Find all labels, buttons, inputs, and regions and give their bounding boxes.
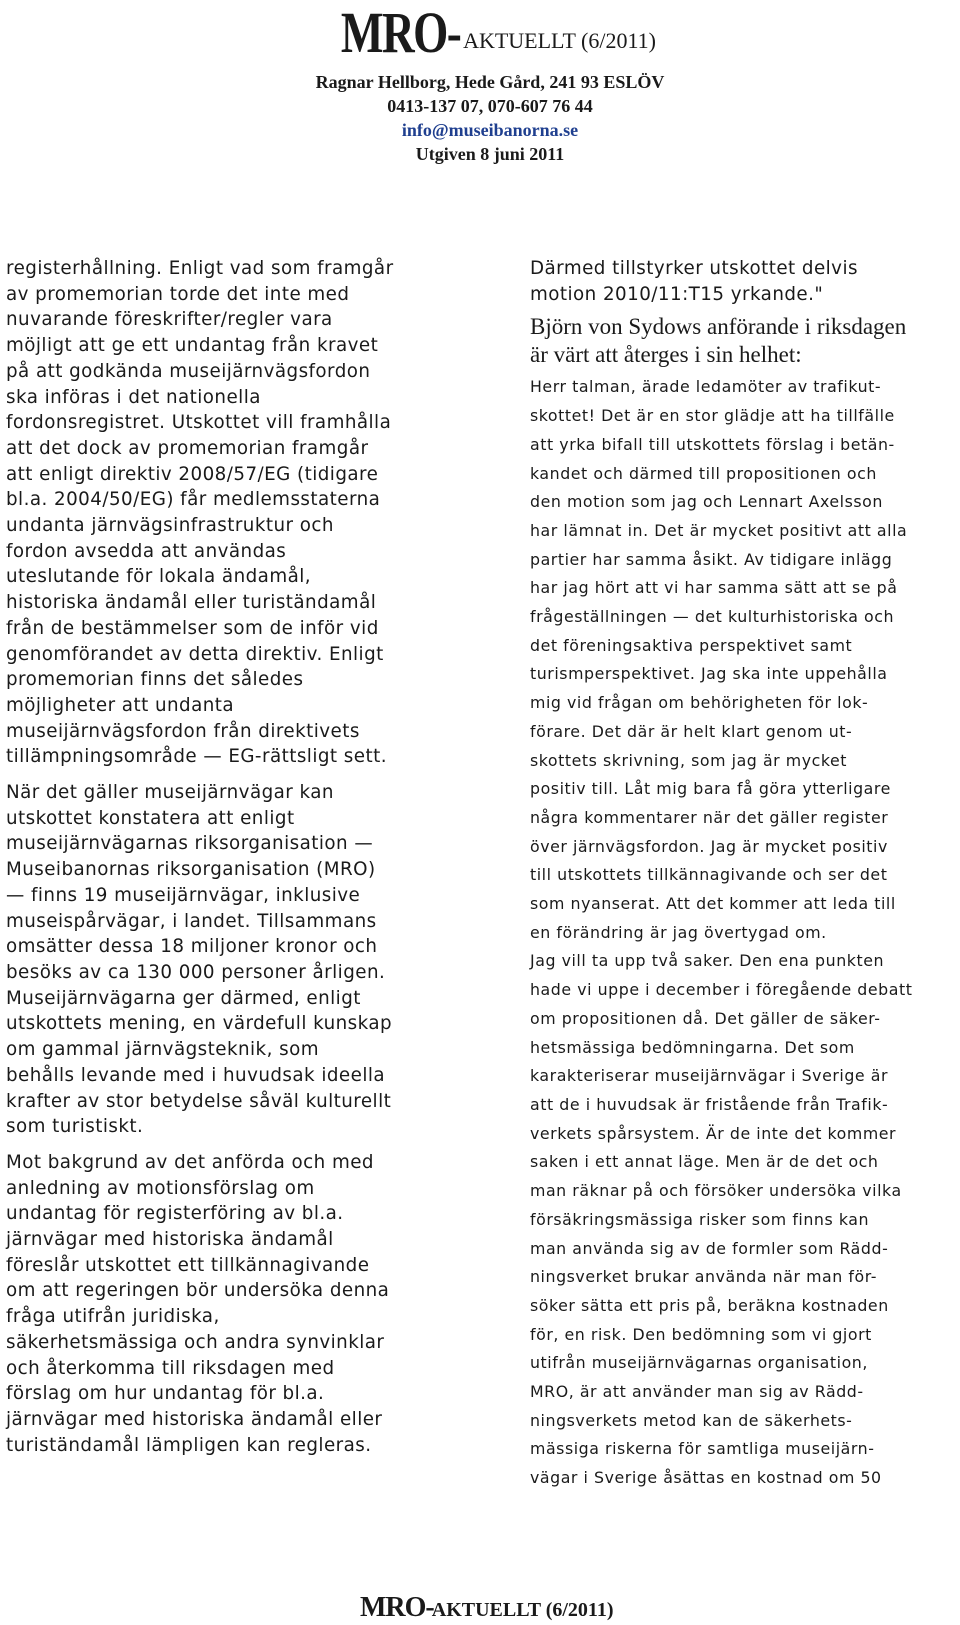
text-line: om gammal järnvägsteknik, som [6,1039,319,1061]
text-line: saken i ett annat läge. Men är de det och [530,1152,879,1172]
text-line: att yrka bifall till utskottets förslag i betän- [530,434,895,454]
text-line: om att regeringen bör undersöka denna [6,1280,390,1302]
text-line: bl.a. 2004/50/EG) får medlemsstaterna [6,489,381,511]
text-line: Herr talman, ärade ledamöter av trafikut- [530,377,882,397]
text-line: järnvägar med historiska ändamål eller [6,1408,383,1430]
text-line: man räknar på och försöker undersöka vilka [530,1181,902,1201]
text-line: krafter av stor betydelse såväl kulturellt [6,1090,392,1112]
text-line: utskottet konstatera att enligt [6,807,295,829]
masthead-issue: AKTUELLT (6/2011) [463,28,656,53]
text-line: partier har samma åsikt. Av tidigare inlägg [530,549,893,569]
text-line: hade vi uppe i december i föregående debatt [530,980,913,1000]
masthead [290,0,690,166]
text-line: positiv till. Låt mig bara få göra ytterligare [530,779,891,799]
masthead-email-link[interactable]: info@museibanorna.se [401,120,579,140]
text-line: fordon avsedda att användas [6,540,287,562]
masthead-brand: MRO- [340,0,461,65]
text-line: fordonsregistret. Utskottet vill framhålla [6,412,392,434]
text-line: tillämpningsområde — EG-rättsligt sett. [6,746,387,768]
footer-issue: AKTUELLT (6/2011) [431,1599,614,1621]
text-line: järnvägar med historiska ändamål [6,1229,334,1251]
text-line: att det dock av promemorian framgår [6,437,369,459]
text-line: anledning av motionsförslag om [6,1177,315,1199]
masthead-title [290,0,690,65]
text-line: förare. Det där är helt klart genom ut- [530,721,853,741]
text-line: av promemorian torde det inte med [6,283,350,305]
text-line: vägar i Sverige åsättas en kostnad om 50 [530,1468,882,1488]
speech-heading [530,313,960,369]
text-line: MRO, är att använder man sig av Rädd- [530,1382,864,1402]
text-line: Museibanornas riksorganisation (MRO) [6,859,376,881]
text-line: och återkomma till riksdagen med [6,1357,335,1379]
text-line: en förändring är jag övertygad om. [530,922,827,942]
text-line: nuvarande föreskrifter/regler vara [6,309,333,331]
text-line: frågeställningen — det kulturhistoriska och [530,607,895,627]
text-line: promemorian finns det således [6,669,304,691]
text-line: verkets spårsystem. Är de inte det kommer [530,1123,897,1143]
text-line: som nyanserat. Att det kommer att leda till [530,894,896,914]
masthead-issued-date: Utgiven 8 juni 2011 [415,144,565,164]
text-line: över järnvägsfordon. Jag är mycket positiv [530,836,888,856]
text-line: skottets skrivning, som jag är mycket [530,750,848,770]
text-line: museispårvägar, i landet. Tillsammans [6,910,377,932]
text-line: som turistiskt. [6,1116,144,1138]
text-line: ska införas i det nationella [6,386,261,408]
text-line: turismperspektivet. Jag ska inte uppehålla [530,664,888,684]
text-line: för, en risk. Den bedömning som vi gjort [530,1324,872,1344]
text-line: om propositionen då. Det gäller de säker- [530,1008,881,1028]
text-line: turiständamål lämpligen kan regleras. [6,1434,372,1456]
text-line: Museijärnvägarna ger därmed, enligt [6,987,361,1009]
text-line: försäkringsmässiga risker som finns kan [530,1209,870,1229]
text-line: utifrån museijärnvägarnas organisation, [530,1353,868,1373]
right-column [530,256,960,1493]
text-line: — finns 19 museijärnvägar, inklusive [6,884,361,906]
text-line: från de bestämmelser som de inför vid [6,617,379,639]
left-column [6,256,426,1468]
text-line: behålls levande med i huvudsak ideella [6,1064,386,1086]
text-line: det föreningsaktiva perspektivet samt [530,635,853,655]
text-line: på att godkända museijärnvägsfordon [6,360,371,382]
text-line: att enligt direktiv 2008/57/EG (tidigare [6,463,379,485]
text-line: hetsmässiga bedömningarna. Det som [530,1037,855,1057]
text-line: omsätter dessa 18 miljoner kronor och [6,936,378,958]
text-line: undantag för registerföring av bl.a. [6,1203,344,1225]
text-line: mässiga riskerna för samtliga museijärn- [530,1439,875,1459]
text-line: besöks av ca 130 000 personer årligen. [6,961,386,983]
text-line: historiska ändamål eller turiständamål [6,592,377,614]
text-line: Björn von Sydows anförande i riksdagen [530,314,907,340]
text-line: Därmed tillstyrker utskottet delvis [530,258,858,279]
text-line: föreslår utskottet ett tillkännagivande [6,1254,370,1276]
paragraph-registration [6,256,426,770]
masthead-contact: Ragnar Hellborg, Hede Gård, 241 93 ESLÖV [315,72,665,92]
text-line: uteslutande för lokala ändamål, [6,566,312,588]
text-line: söker sätta ett pris på, beräkna kostnaden [530,1295,889,1315]
text-line: förslag om hur undantag för bl.a. [6,1383,325,1405]
paragraph-conclusion [6,1150,426,1458]
text-line: mig vid frågan om behörigheten för lok- [530,693,869,713]
text-line: undanta järnvägsinfrastruktur och [6,515,334,537]
text-line: genomförandet av detta direktiv. Enligt [6,643,384,665]
text-line: karakteriserar museijärnvägar i Sverige är [530,1066,889,1086]
text-line: att de i huvudsak är fristående från Trafik- [530,1094,889,1114]
speech-paragraph-1 [530,373,960,947]
text-line: skottet! Det är en stor glädje att ha tillfälle [530,406,895,426]
text-line: den motion som jag och Lennart Axelsson [530,492,883,512]
text-line: museijärnvägsfordon från direktivets [6,720,360,742]
text-line: möjligt att ge ett undantag från kravet [6,335,379,357]
text-line: ningsverket brukar använda när man för- [530,1267,877,1287]
text-line: Mot bakgrund av det anförda och med [6,1151,374,1173]
text-line: möjligheter att undanta [6,694,235,716]
text-line: Jag vill ta upp två saker. Den ena punkten [530,951,885,971]
text-line: ningsverkets metod kan de säkerhets- [530,1410,853,1430]
text-line: När det gäller museijärnvägar kan [6,782,334,804]
footer [360,1592,614,1624]
text-line: har jag hört att vi har samma sätt att se på [530,578,898,598]
text-line: är värt att återges i sin helhet: [530,342,802,368]
text-line: motion 2010/11:T15 yrkande." [530,283,824,305]
text-line: kandet och därmed till propositionen och [530,463,877,483]
paragraph-museum-railways [6,780,426,1140]
speech-paragraph-2 [530,947,960,1492]
text-line: registerhållning. Enligt vad som framgår [6,258,394,279]
paragraph-committee-approval [530,256,960,307]
text-line: några kommentarer när det gäller register [530,807,889,827]
text-line: till utskottets tillkännagivande och ser det [530,865,888,885]
text-line: fråga utifrån juridiska, [6,1306,220,1328]
text-line: har lämnat in. Det är mycket positivt att alla [530,520,908,540]
text-line: säkerhetsmässiga och andra synvinklar [6,1331,385,1353]
text-line: museijärnvägarnas riksorganisation — [6,833,374,855]
masthead-phone: 0413-137 07, 070-607 76 44 [387,96,593,116]
text-line: utskottets mening, en värdefull kunskap [6,1013,393,1035]
text-line: man använda sig av de formler som Rädd- [530,1238,889,1258]
footer-brand: MRO- [360,1592,434,1623]
